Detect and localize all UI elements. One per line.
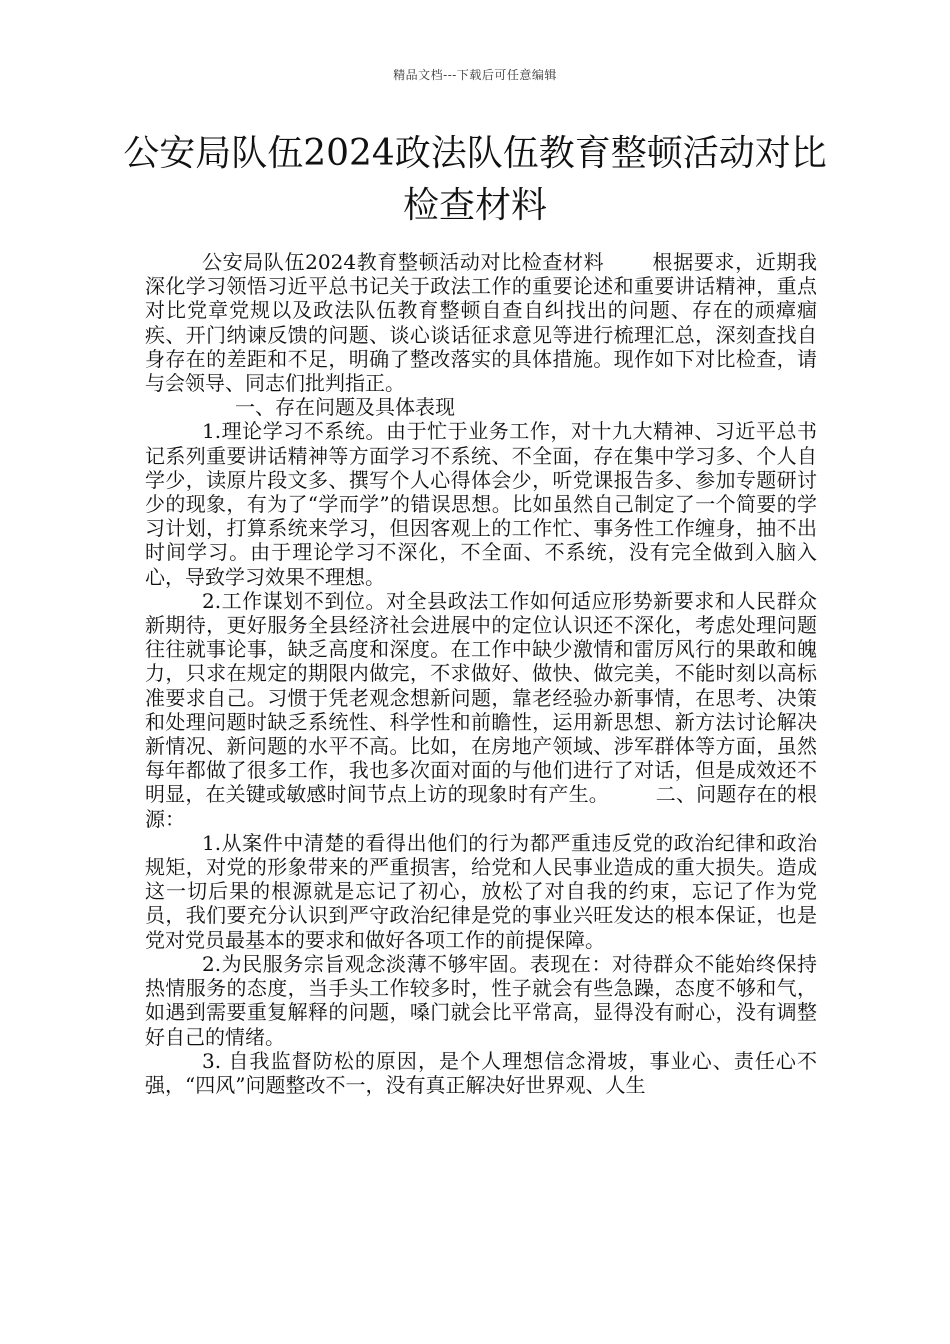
document-title: 公安局队伍2024政法队伍教育整顿活动对比检查材料	[123, 133, 827, 226]
paragraph-root-2: 2.为民服务宗旨观念淡薄不够牢固。表现在：对待群众不能始终保持热情服务的态度，当手头工作较多时，性子就会有些急躁，态度不够和气，如遇到需要重复解释的问题，嗓门就会比平常高，显得没有耐心，没有调整好自己的情绪。	[145, 951, 817, 1049]
paragraph-intro: 公安局队伍2024教育整顿活动对比检查材料 根据要求，近期我深化学习领悟习近平总书记关于政法工作的重要论述和重要讲话精神，重点对比党章党规以及政法队伍教育整顿自查自纠找出的问题、存在的顽瘴痼疾、开门纳谏反馈的问题、谈心谈话征求意见等进行梳理汇总，深刻查找自身存在的差距和不足，明确了整改落实的具体措施。现作如下对比检查，请与会领导、同志们批判指正。	[145, 250, 817, 396]
paragraph-root-3: 3. 自我监督防松的原因，是个人理想信念滑坡，事业心、责任心不强，“四风”问题整改不一，没有真正解决好世界观、人生	[145, 1048, 817, 1097]
page-header: 精品文档---下载后可任意编辑	[393, 68, 557, 82]
paragraph-item-1: 1.理论学习不系统。由于忙于业务工作，对十九大精神、习近平总书记系列重要讲话精神等方面学习不系统、不全面，存在集中学习多、个人自学少，读原片段文多、撰写个人心得体会少，听党课报告多、参加专题研讨少的现象，有为了“学而学”的错误思想。比如虽然自己制定了一个简要的学习计划，打算系统来学习，但因客观上的工作忙、事务性工作缠身，抽不出时间学习。由于理论学习不深化，不全面、不系统，没有完全做到入脑入心，导致学习效果不理想。	[145, 419, 817, 589]
paragraph-root-1: 1.从案件中清楚的看得出他们的行为都严重违反党的政治纪律和政治规矩，对党的形象带来的严重损害，给党和人民事业造成的重大损失。造成这一切后果的根源就是忘记了初心，放松了对自我的约束，忘记了作为党员，我们要充分认识到严守政治纪律是党的事业兴旺发达的根本保证，也是党对党员最基本的要求和做好各项工作的前提保障。	[145, 830, 817, 952]
paragraph-item-2: 2.工作谋划不到位。对全县政法工作如何适应形势新要求和人民群众新期待，更好服务全县经济社会进展中的定位认识还不深化，考虑处理问题往往就事论事，缺乏高度和深度。在工作中缺少激情和雷厉风行的果敢和魄力，只求在规定的期限内做完，不求做好、做快、做完美，不能时刻以高标准要求自己。习惯于凭老观念想新问题，靠老经验办新事情，在思考、决策和处理问题时缺乏系统性、科学性和前瞻性，运用新思想、新方法讨论解决新情况、新问题的水平不高。比如，在房地产领域、涉军群体等方面，虽然每年都做了很多工作，我也多次面对面的与他们进行了对话，但是成效还不明显，在关键或敏感时间节点上访的现象时有产生。 二、问题存在的根源：	[145, 588, 817, 831]
section-heading-problems: 一、存在问题及具体表现	[235, 395, 455, 420]
document-body	[145, 250, 817, 1097]
